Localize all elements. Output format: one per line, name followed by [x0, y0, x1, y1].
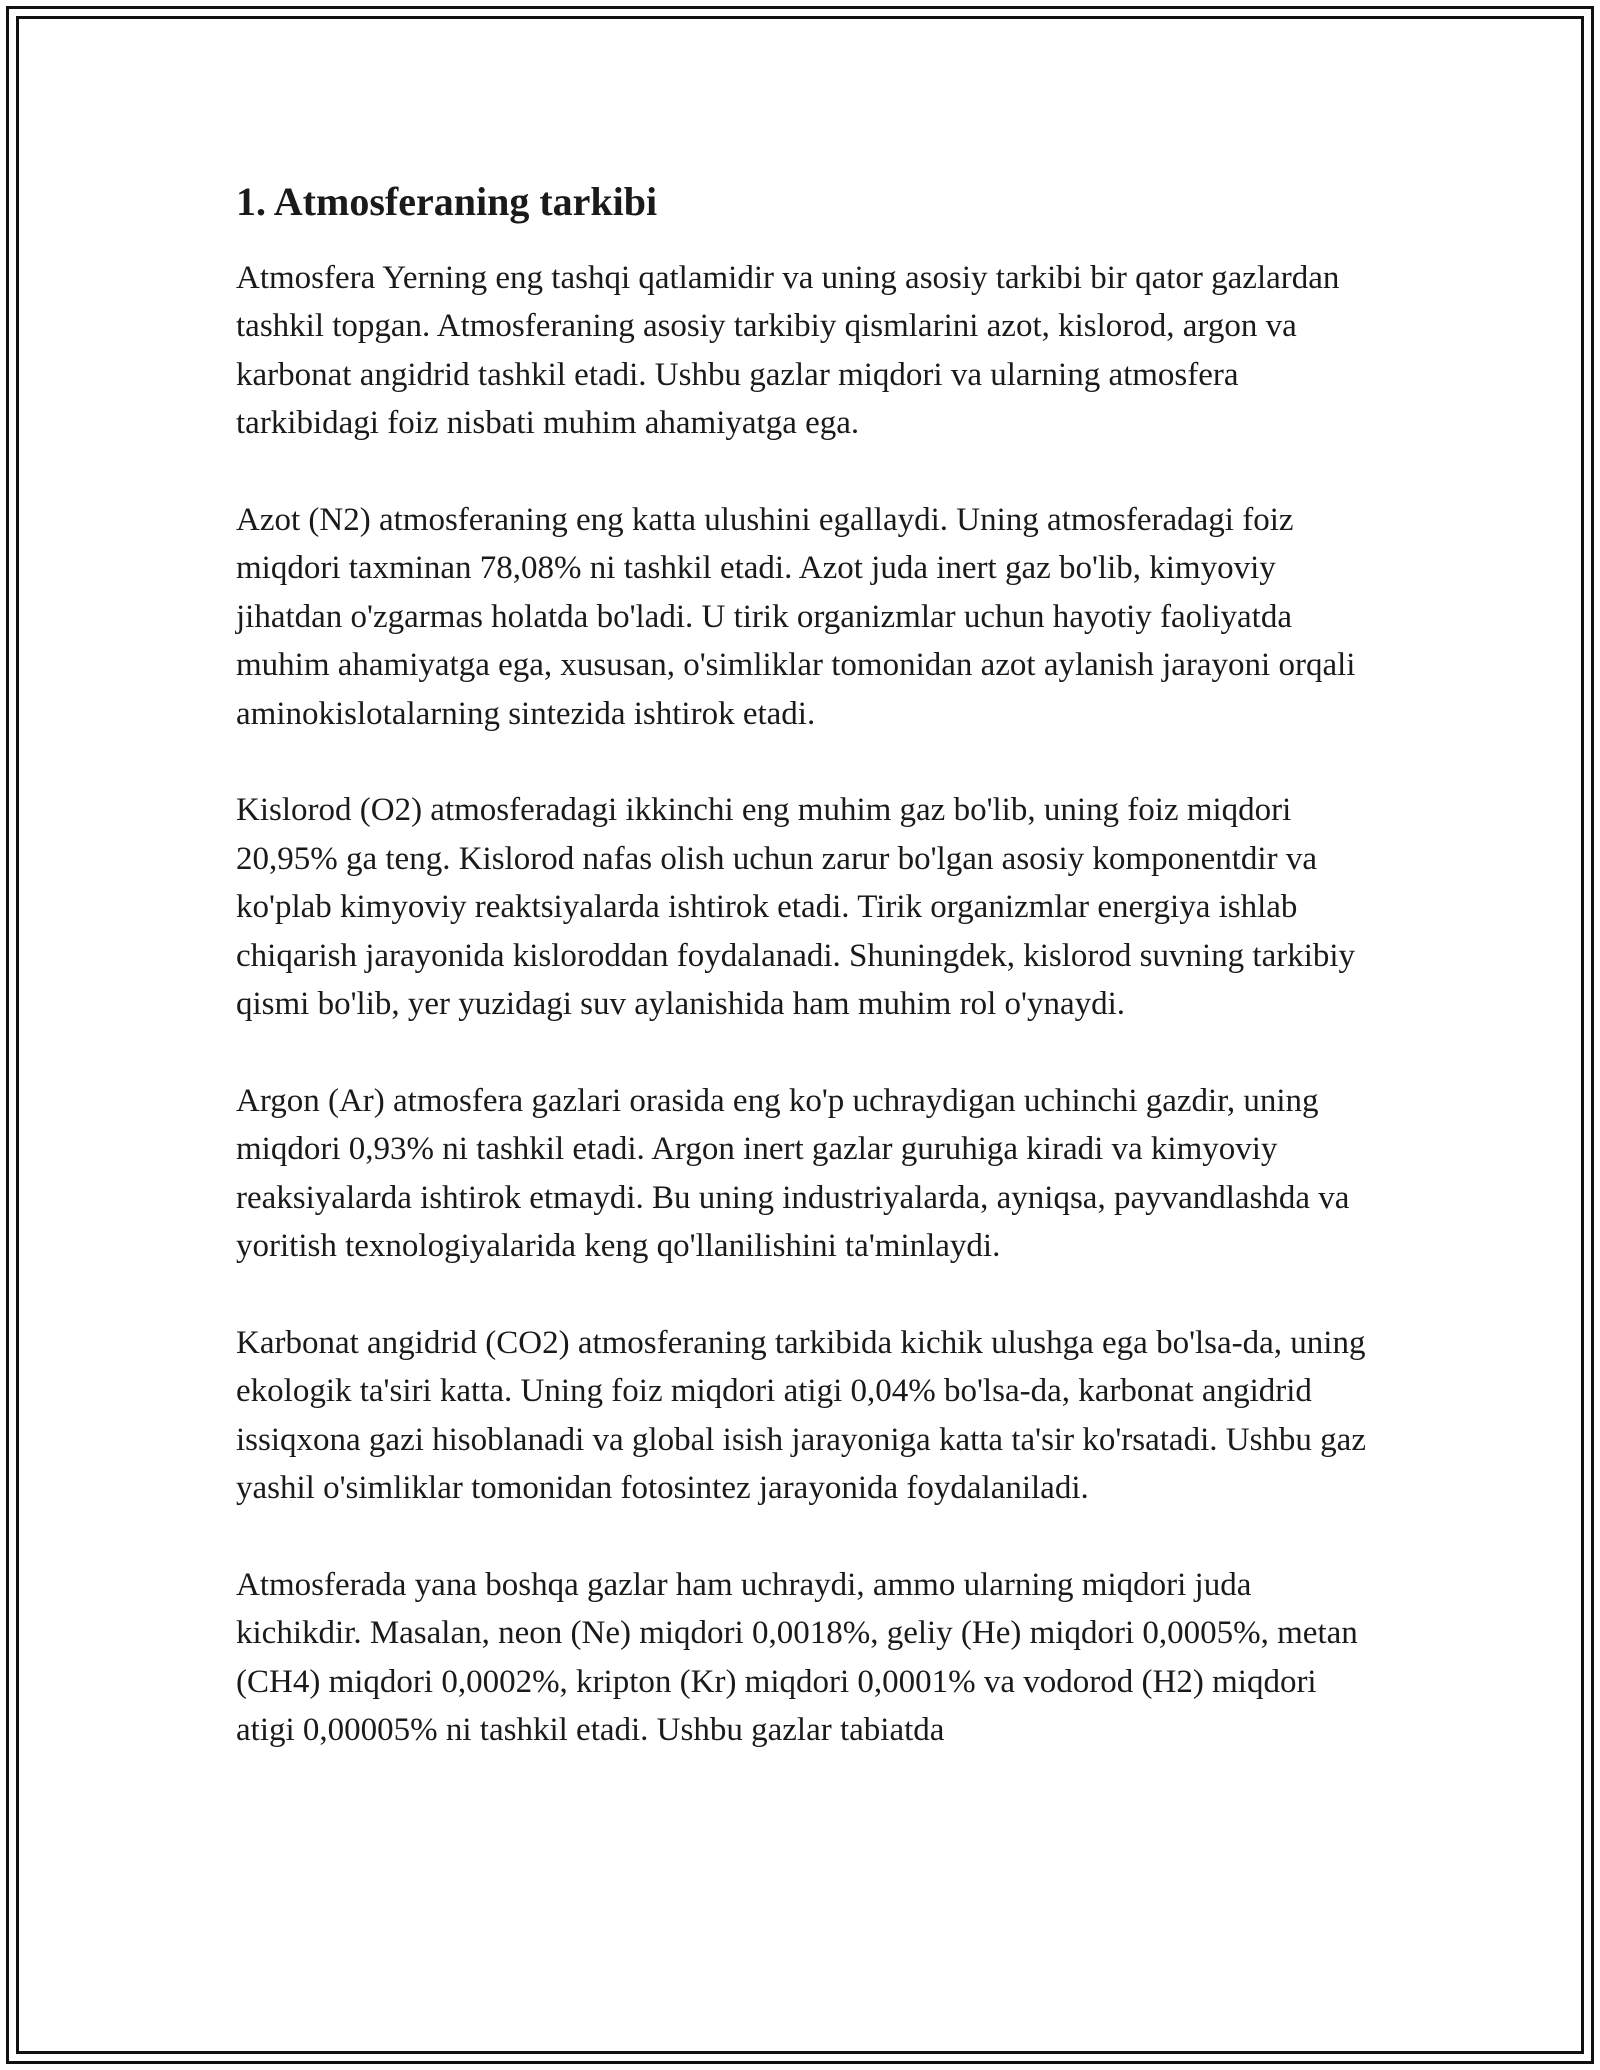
paragraph-other-gases: Atmosferada yana boshqa gazlar ham uchraydi, ammo ularning miqdori juda kichikdir. Masalan, neon (Ne) miqdori 0,0018%, geliy (He) miqdori 0,0005%, metan (CH4) miqdori 0,0002%, kripton (Kr) miqdori 0,0001% va vodorod (H2) miqdori atigi 0,00005% ni tashkil etadi. Ushbu gazlar tabiatda	[236, 1566, 1358, 1749]
paragraph-carbon-dioxide: Karbonat angidrid (CO2) atmosferaning tarkibida kichik ulushga ega bo'lsa-da, uning ekologik ta'siri katta. Uning foiz miqdori atigi 0,04% bo'lsa-da, karbonat angidrid issiqxona gazi hisoblanadi va global isish jarayoniga katta ta'sir ko'rsatadi. Ushbu gaz yashil o'simliklar tomonidan fotosintez jarayonida foydalaniladi.	[236, 1324, 1366, 1507]
paragraph-intro: Atmosfera Yerning eng tashqi qatlamidir va uning asosiy tarkibi bir qator gazlardan tashkil topgan. Atmosferaning asosiy tarkibiy qismlarini azot, kislorod, argon va karbonat angidrid tashkil etadi. Ushbu gazlar miqdori va ularning atmosfera tarkibidagi foiz nisbati muhim ahamiyatga ega.	[236, 260, 1340, 442]
section-heading: 1. Atmosferaning tarkibi	[236, 179, 658, 224]
paragraph-argon: Argon (Ar) atmosfera gazlari orasida eng ko'p uchraydigan uchinchi gazdir, uning miqdori 0,93% ni tashkil etadi. Argon inert gazlar guruhiga kiradi va kimyoviy reaksiyalarda ishtirok etmaydi. Bu uning industriyalarda, ayniqsa, payvandlashda va yoritish texnologiyalarida keng qo'llanilishini ta'minlaydi.	[236, 1082, 1350, 1265]
document-body	[236, 178, 1366, 1803]
paragraph-nitrogen: Azot (N2) atmosferaning eng katta ulushini egallaydi. Uning atmosferadagi foiz miqdori taxminan 78,08% ni tashkil etadi. Azot juda inert gaz bo'lib, kimyoviy jihatdan o'zgarmas holatda bo'ladi. U tirik organizmlar uchun hayotiy faoliyatda muhim ahamiyatga ega, xususan, o'simliklar tomonidan azot aylanish jarayoni orqali aminokislotalarning sintezida ishtirok etadi.	[236, 502, 1356, 732]
paragraph-oxygen: Kislorod (O2) atmosferadagi ikkinchi eng muhim gaz bo'lib, uning foiz miqdori 20,95% ga teng. Kislorod nafas olish uchun zarur bo'lgan asosiy komponentdir va ko'plab kimyoviy reaktsiyalarda ishtirok etadi. Tirik organizmlar energiya ishlab chiqarish jarayonida kisloroddan foydalanadi. Shuningdek, kislorod suvning tarkibiy qismi bo'lib, yer yuzidagi suv aylanishida ham muhim rol o'ynaydi.	[236, 792, 1356, 1023]
